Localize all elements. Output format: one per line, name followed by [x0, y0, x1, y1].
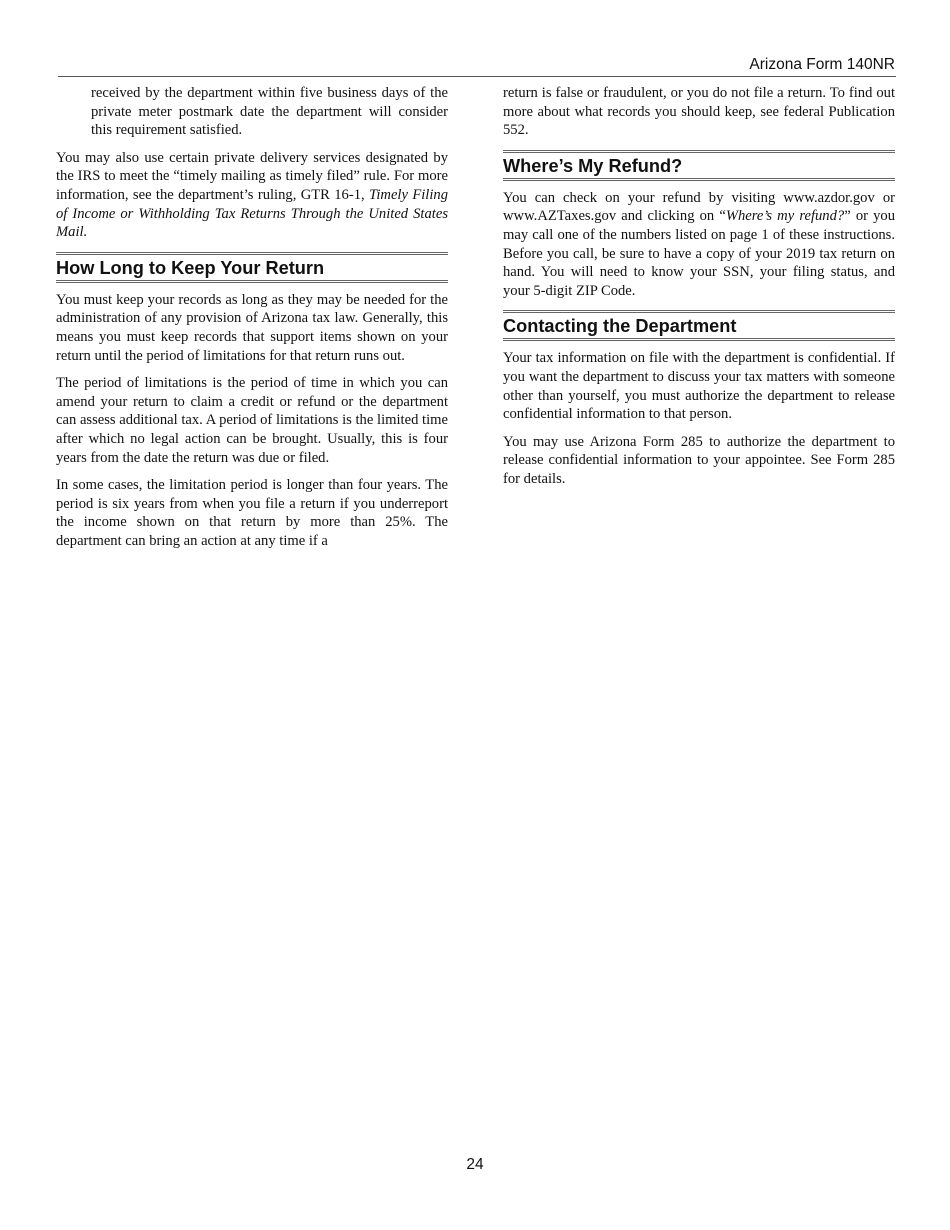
private-delivery-text: You may also use certain private delivery services designated by the IRS to meet the “timely mailing as timely filed” rule. For more information, see the department’s ruling, GTR 16-1,: [56, 149, 448, 203]
confidential-paragraph: Your tax information on file with the department is confidential. If you want the department to discuss your tax matters with someone other than yourself, you must authorize the department to release confidential information to that person.: [503, 350, 895, 423]
refund-link-label: Where’s my refund?: [725, 208, 845, 225]
header-divider: [58, 76, 896, 77]
some-cases-paragraph: In some cases, the limitation period is longer than four years. The period is six years from when you file a return if you underreport the income shown on that return by more than 25%. The department can bring an action at any time if a: [56, 477, 448, 549]
private-delivery-paragraph: [56, 149, 448, 242]
form-title: Arizona Form 140NR: [749, 56, 895, 73]
heading-contact-text: Contacting the Department: [503, 316, 737, 337]
period-limitations-paragraph: The period of limitations is the period of time in which you can amend your return to claim a credit or refund or the department can assess additional tax. A period of limitations is the limited time after which no legal action can be brought. Usually, this is four years from the date the return was due or filed.: [56, 375, 448, 466]
right-column: [503, 84, 895, 498]
heading-keep-return-text: How Long to Keep Your Return: [56, 257, 325, 278]
refund-text-a: You can check on your refund by visiting www.azdor.gov or www.AZTaxes.gov and clicking on “: [503, 189, 895, 225]
page-number: 24: [466, 1156, 484, 1173]
fraudulent-return-paragraph: return is false or fraudulent, or you do not file a return. To find out more about what records you should keep, see federal Publication 552.: [503, 85, 895, 139]
section-heading-keep-return: [56, 252, 448, 283]
form-285-paragraph: You may use Arizona Form 285 to authorize the department to release confidential information to your appointee. See Form 285 for details.: [503, 433, 895, 487]
keep-records-paragraph: You must keep your records as long as they may be needed for the administration of any provision of Arizona tax law. Generally, this means you must keep records that support items shown on your return until the period of limitations for that return runs out.: [56, 291, 448, 364]
heading-refund-text: Where’s My Refund?: [503, 155, 683, 176]
gtr-ruling-title: Timely Filing of Income or Withholding Tax Returns Through the United States Mail.: [56, 186, 448, 241]
section-heading-refund: [503, 150, 895, 181]
left-column: [56, 84, 448, 559]
refund-paragraph: [503, 189, 895, 301]
section-heading-contact: [503, 310, 895, 341]
continued-paragraph: received by the department within five business days of the private meter postmark date the department will consider this requirement satisfied.: [91, 85, 448, 139]
refund-text-b: ” or you may call one of the numbers listed on page 1 of these instructions. Before you call, be sure to have a copy of your 2019 tax return on hand. You will need to know your SSN, your filing status, and your 5-digit ZIP Code.: [503, 208, 896, 299]
